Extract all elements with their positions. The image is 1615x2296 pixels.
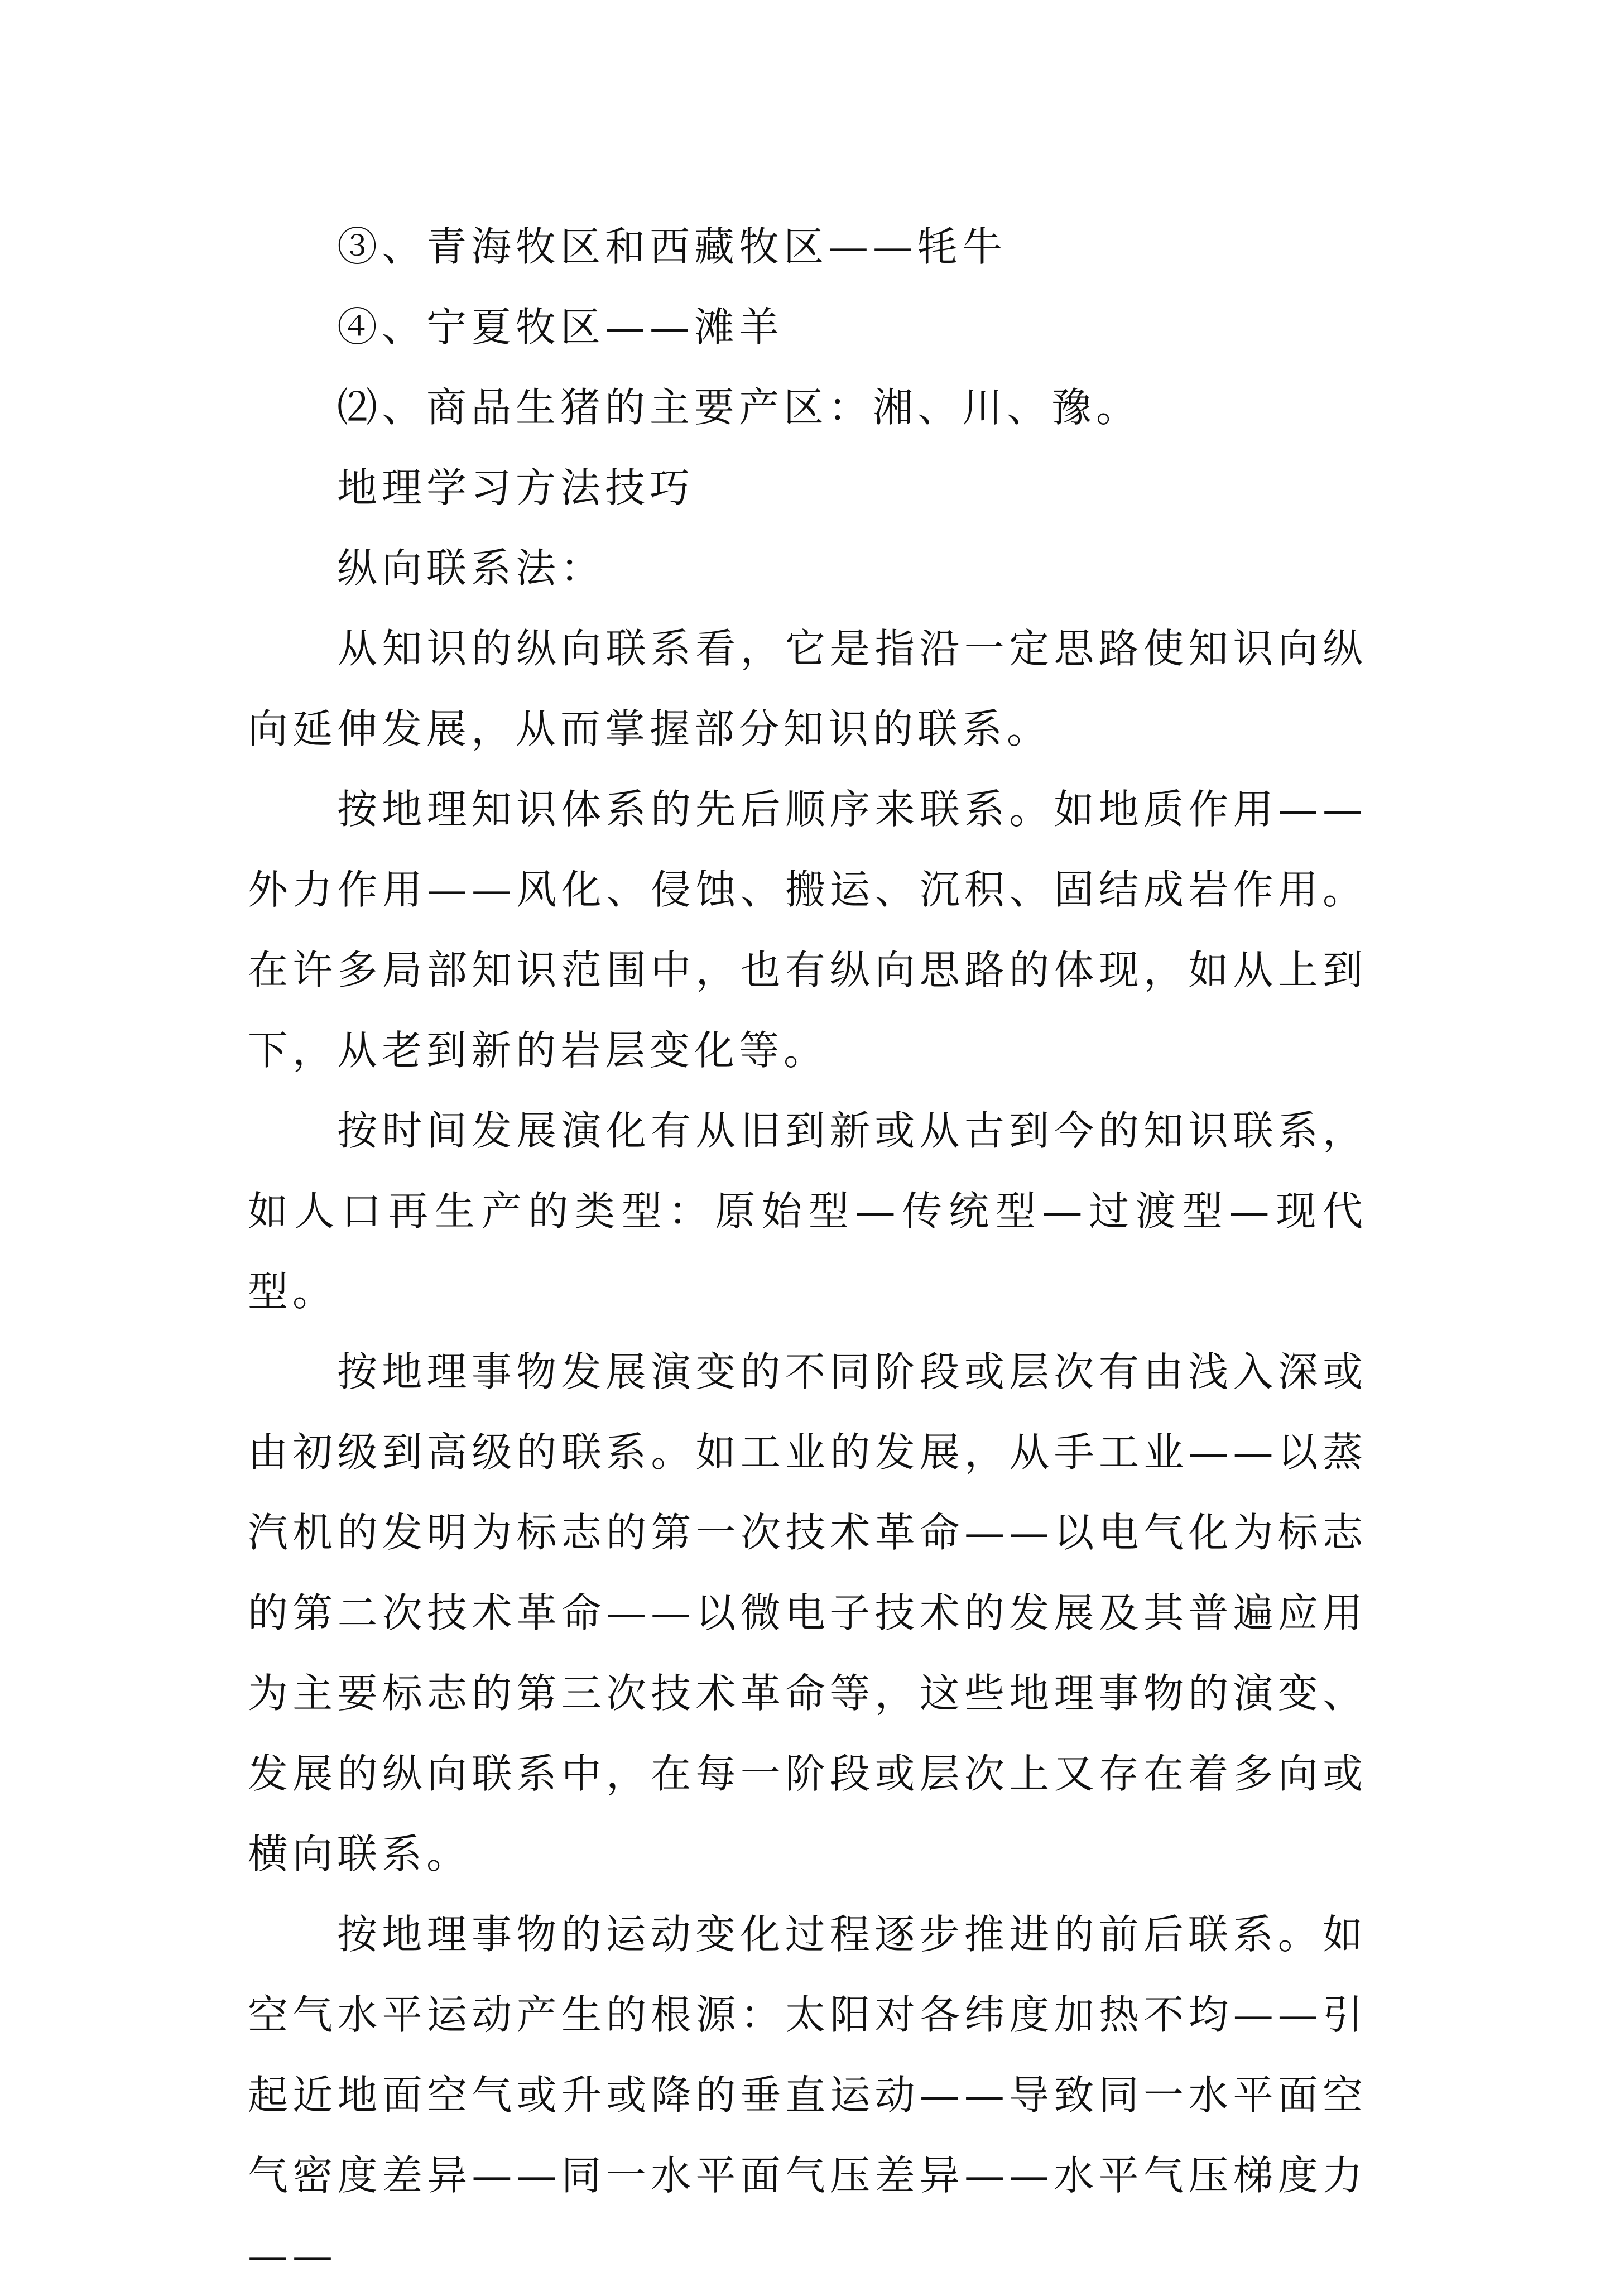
body-paragraph: 按地理知识体系的先后顺序来联系。如地质作用——外力作用——风化、侵蚀、搬运、沉积、固结成岩作用。在许多局部知识范围中，也有纵向思路的体现，如从上到下，从老到新的岩层变化等。 — [248, 786, 1367, 1074]
body-paragraph: 按地理事物的运动变化过程逐步推进的前后联系。如空气水平运动产生的根源：太阳对各纬度加热不均——引起近地面空气或升或降的垂直运动——导致同一水平面空气密度差异——同一水平面气压差异——水平气压梯度力—— — [248, 1911, 1367, 2279]
body-paragraph: 按地理事物发展演变的不同阶段或层次有由浅入深或由初级到高级的联系。如工业的发展，从手工业——以蒸汽机的发明为标志的第一次技术革命——以电气化为标志的第二次技术革命——以微电子技术的发展及其普遍应用为主要标志的第三次技术革命等，这些地理事物的演变、发展的纵向联系中，在每一阶段或层次上又存在着多向或横向联系。 — [248, 1348, 1367, 1877]
body-paragraph: 按时间发展演化有从旧到新或从古到今的知识联系，如人口再生产的类型：原始型—传统型—过渡型—现代型。 — [248, 1107, 1367, 1315]
list-item-ningxia: ④、宁夏牧区——滩羊 — [337, 304, 784, 350]
list-item-qinghai-tibet: ③、青海牧区和西藏牧区——牦牛 — [337, 223, 1007, 270]
subsection-heading: 纵向联系法： — [337, 545, 605, 592]
body-paragraph: 从知识的纵向联系看，它是指沿一定思路使知识向纵向延伸发展，从而掌握部分知识的联系。 — [248, 625, 1367, 752]
list-item-pig-regions: ⑵、商品生猪的主要产区：湘、川、豫。 — [337, 384, 1141, 431]
section-heading: 地理学习方法技巧 — [337, 464, 695, 511]
document-body — [248, 206, 1367, 2296]
